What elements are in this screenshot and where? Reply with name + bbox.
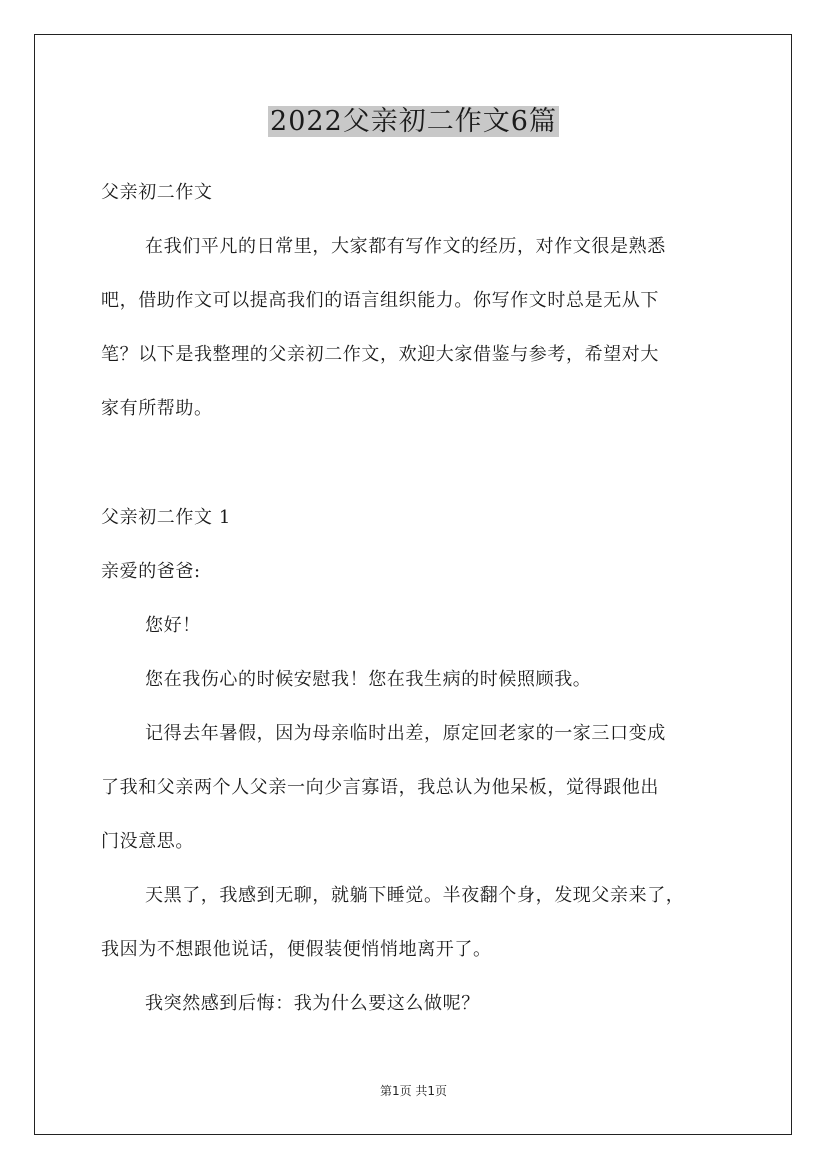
essay-title: 父亲初二作文 1: [101, 507, 231, 528]
salutation: 亲爱的爸爸:: [101, 561, 201, 582]
paragraph-2-line-1: 记得去年暑假，因为母亲临时出差，原定回老家的一家三口变成: [145, 723, 666, 744]
intro-line-4: 家有所帮助。: [101, 398, 213, 419]
document-title: [0, 100, 827, 144]
paragraph-4: 我突然感到后悔：我为什么要这么做呢？: [145, 993, 480, 1014]
title-text: 2022父亲初二作文6篇: [270, 106, 557, 137]
intro-line-3: 笔？以下是我整理的父亲初二作文，欢迎大家借鉴与参考，希望对大: [101, 344, 659, 365]
greeting: 您好！: [145, 615, 201, 636]
paragraph-2-line-2: 了我和父亲两个人父亲一向少言寡语，我总认为他呆板，觉得跟他出: [101, 777, 659, 798]
section-heading: 父亲初二作文: [101, 182, 213, 203]
intro-line-2: 吧，借助作文可以提高我们的语言组织能力。你写作文时总是无从下: [101, 290, 659, 311]
paragraph-3-line-2: 我因为不想跟他说话，便假装便悄悄地离开了。: [101, 939, 492, 960]
paragraph-3-line-1: 天黑了，我感到无聊，就躺下睡觉。半夜翻个身，发现父亲来了，: [145, 885, 685, 906]
paragraph-2-line-3: 门没意思。: [101, 831, 194, 852]
paragraph-1: 您在我伤心的时候安慰我！您在我生病的时候照顾我。: [145, 669, 592, 690]
intro-line-1: 在我们平凡的日常里，大家都有写作文的经历，对作文很是熟悉: [145, 236, 666, 257]
page-number: 第1页 共1页: [379, 1084, 448, 1098]
